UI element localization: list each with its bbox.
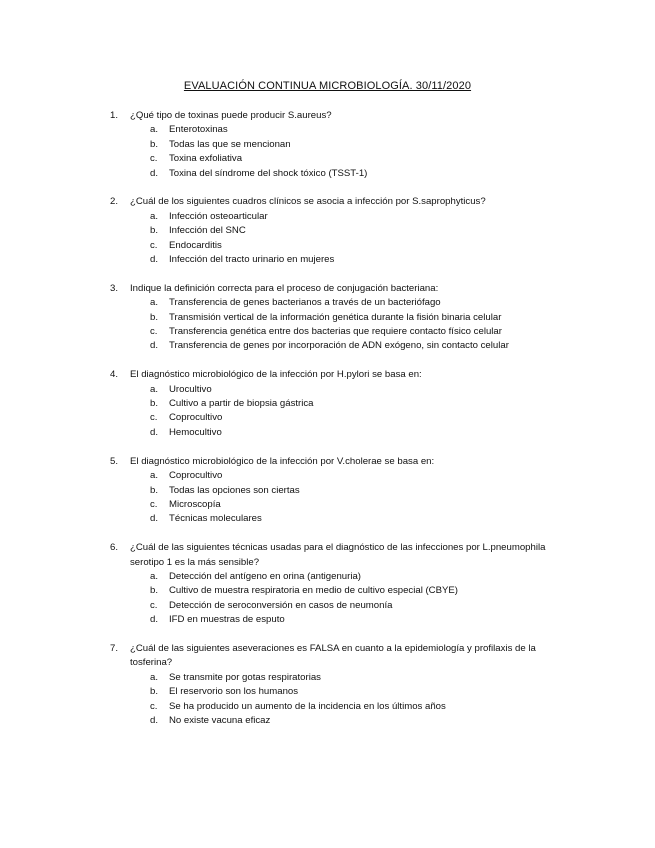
- answer-option: [150, 685, 580, 699]
- question-line: [110, 282, 580, 296]
- document-title: EVALUACIÓN CONTINUA MICROBIOLOGÍA. 30/11/2020: [183, 80, 472, 92]
- option-text: Cultivo de muestra respiratoria en medio de cultivo especial (CBYE): [169, 585, 459, 597]
- answer-options: [110, 123, 580, 181]
- answer-option: [150, 397, 580, 411]
- option-text: Técnicas moleculares: [169, 513, 262, 525]
- option-letter: d.: [150, 254, 159, 266]
- answer-option: [150, 484, 580, 498]
- option-text: IFD en muestras de esputo: [169, 614, 285, 626]
- question-text: El diagnóstico microbiológico de la infección por V.cholerae se basa en:: [130, 455, 435, 467]
- option-text: Infección del tracto urinario en mujeres: [169, 254, 335, 266]
- option-text: Todas las opciones son ciertas: [169, 484, 300, 496]
- option-text: Microscopía: [169, 498, 221, 510]
- option-letter: c.: [150, 700, 158, 712]
- answer-option: [150, 570, 580, 584]
- option-letter: d.: [150, 714, 159, 726]
- question-number: 7.: [110, 642, 119, 654]
- question-number: 2.: [110, 196, 119, 208]
- question-item: [110, 642, 580, 728]
- option-text: Detección de seroconversión en casos de neumonía: [169, 599, 393, 611]
- question-line: [110, 195, 580, 209]
- option-text: Transmisión vertical de la información genética durante la fisión binaria celular: [169, 311, 502, 323]
- option-text: Transferencia genética entre dos bacterias que requiere contacto físico celular: [169, 326, 502, 338]
- option-letter: b.: [150, 225, 159, 237]
- option-letter: c.: [150, 412, 158, 424]
- answer-option: [150, 469, 580, 483]
- answer-option: [150, 239, 580, 253]
- answer-option: [150, 138, 580, 152]
- option-letter: a.: [150, 297, 159, 309]
- answer-options: [110, 296, 580, 354]
- option-letter: c.: [150, 239, 158, 251]
- question-number: 1.: [110, 110, 119, 121]
- option-text: Coprocultivo: [169, 470, 223, 482]
- option-letter: a.: [150, 210, 159, 222]
- answer-options: [110, 570, 580, 628]
- answer-option: [150, 613, 580, 627]
- option-text: Detección del antígeno en orina (antigenuria): [169, 570, 362, 582]
- answer-options: [110, 671, 580, 729]
- option-letter: b.: [150, 484, 159, 496]
- option-letter: d.: [150, 426, 159, 438]
- answer-option: [150, 411, 580, 425]
- option-letter: b.: [150, 311, 159, 323]
- answer-option: [150, 512, 580, 526]
- option-letter: c.: [150, 326, 158, 338]
- question-text: ¿Cuál de las siguientes técnicas usadas para el diagnóstico de las infecciones por L.pneumophila serotipo 1 es la más sensible?: [130, 542, 546, 568]
- option-text: Hemocultivo: [169, 426, 222, 438]
- answer-option: [150, 311, 580, 325]
- option-text: Toxina del síndrome del shock tóxico (TSST-1): [169, 167, 368, 179]
- option-text: Infección del SNC: [169, 225, 246, 237]
- answer-option: [150, 383, 580, 397]
- question-text: ¿Qué tipo de toxinas puede producir S.aureus?: [130, 110, 332, 121]
- question-line: [110, 541, 580, 570]
- option-letter: a.: [150, 124, 159, 136]
- answer-option: [150, 599, 580, 613]
- answer-options: [110, 469, 580, 527]
- answer-option: [150, 498, 580, 512]
- option-letter: c.: [150, 153, 158, 165]
- question-item: [110, 368, 580, 440]
- option-text: Enterotoxinas: [169, 124, 228, 136]
- question-item: [110, 455, 580, 527]
- answer-option: [150, 325, 580, 339]
- option-letter: b.: [150, 398, 159, 410]
- option-text: Se transmite por gotas respiratorias: [169, 671, 321, 683]
- question-number: 5.: [110, 455, 119, 467]
- answer-option: [150, 123, 580, 137]
- answer-option: [150, 714, 580, 728]
- question-number: 4.: [110, 369, 119, 381]
- question-text: Indique la definición correcta para el proceso de conjugación bacteriana:: [130, 282, 439, 294]
- question-text: ¿Cuál de los siguientes cuadros clínicos se asocia a infección por S.saprophyticus?: [130, 196, 486, 208]
- question-item: [110, 109, 580, 181]
- option-letter: b.: [150, 686, 159, 698]
- answer-options: [110, 383, 580, 441]
- answer-option: [150, 210, 580, 224]
- question-line: [110, 368, 580, 382]
- answer-option: [150, 167, 580, 181]
- answer-option: [150, 426, 580, 440]
- answer-option: [150, 152, 580, 166]
- option-letter: c.: [150, 599, 158, 611]
- option-letter: c.: [150, 498, 158, 510]
- question-text: ¿Cuál de las siguientes aseveraciones es FALSA en cuanto a la epidemiología y profilaxis de la tosferina?: [130, 642, 536, 669]
- option-letter: a.: [150, 671, 159, 683]
- option-letter: b.: [150, 138, 159, 150]
- option-letter: a.: [150, 570, 159, 582]
- question-list: [110, 109, 580, 743]
- option-text: Todas las que se mencionan: [169, 138, 291, 150]
- option-text: Urocultivo: [169, 383, 212, 395]
- option-letter: a.: [150, 383, 159, 395]
- option-text: No existe vacuna eficaz: [169, 714, 271, 726]
- question-number: 6.: [110, 542, 119, 554]
- answer-option: [150, 671, 580, 685]
- question-item: [110, 282, 580, 354]
- option-letter: a.: [150, 470, 159, 482]
- option-text: Endocarditis: [169, 239, 222, 251]
- option-letter: b.: [150, 585, 159, 597]
- question-item: [110, 541, 580, 627]
- option-letter: d.: [150, 614, 159, 626]
- option-letter: d.: [150, 340, 159, 352]
- answer-option: [150, 339, 580, 353]
- option-text: Coprocultivo: [169, 412, 223, 424]
- option-text: Transferencia de genes por incorporación de ADN exógeno, sin contacto celular: [169, 340, 509, 352]
- question-line: [110, 642, 580, 671]
- option-letter: d.: [150, 513, 159, 525]
- answer-options: [110, 210, 580, 268]
- option-text: Transferencia de genes bacterianos a través de un bacteriófago: [169, 297, 441, 309]
- answer-option: [150, 584, 580, 598]
- question-line: [110, 455, 580, 469]
- option-text: El reservorio son los humanos: [169, 686, 299, 698]
- question-line: [110, 109, 580, 123]
- question-number: 3.: [110, 282, 119, 294]
- question-text: El diagnóstico microbiológico de la infección por H.pylori se basa en:: [130, 369, 422, 381]
- question-item: [110, 195, 580, 267]
- answer-option: [150, 700, 580, 714]
- answer-option: [150, 296, 580, 310]
- option-text: Cultivo a partir de biopsia gástrica: [169, 398, 314, 410]
- answer-option: [150, 253, 580, 267]
- option-text: Se ha producido un aumento de la incidencia en los últimos años: [169, 700, 446, 712]
- option-text: Toxina exfoliativa: [169, 153, 243, 165]
- answer-option: [150, 224, 580, 238]
- option-letter: d.: [150, 167, 159, 179]
- option-text: Infección osteoarticular: [169, 210, 268, 222]
